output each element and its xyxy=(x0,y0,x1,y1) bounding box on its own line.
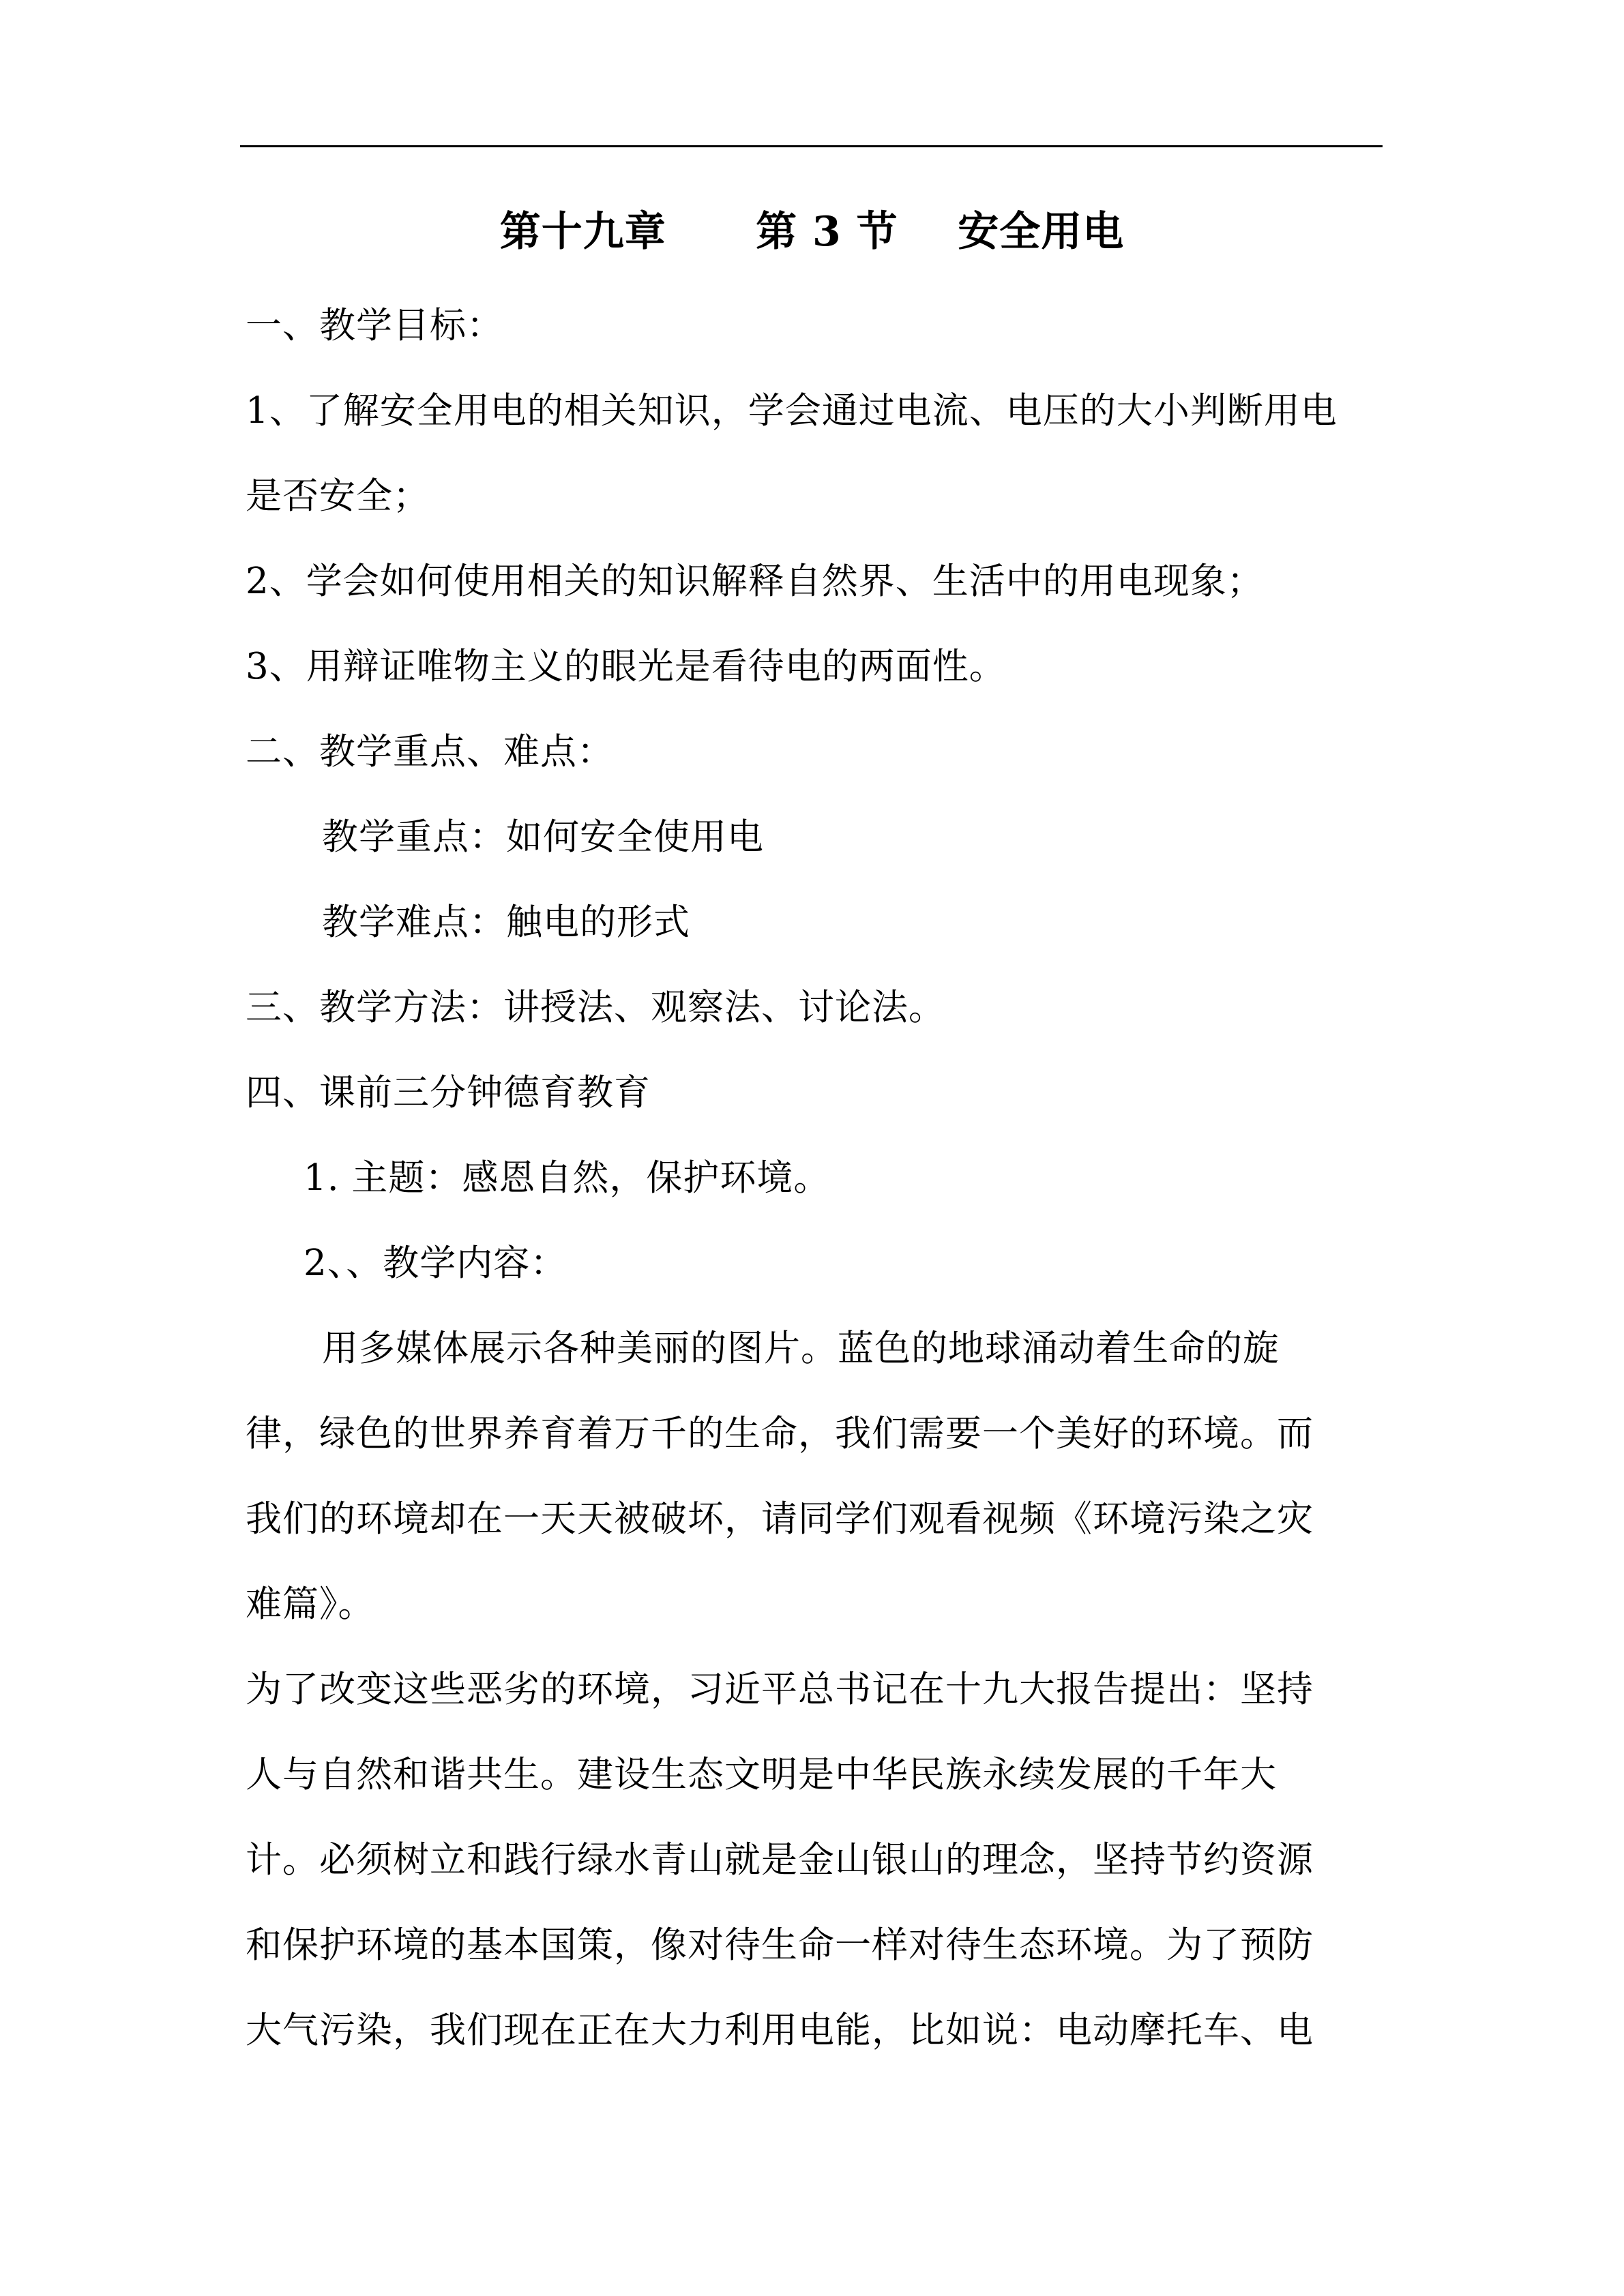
difficult-point: 教学难点：触电的形式 xyxy=(322,901,690,943)
paragraph-1-line-2: 律，绿色的世界养育着万千的生命，我们需要一个美好的环境。而 xyxy=(246,1413,1314,1455)
section-heading-methods: 三、教学方法：讲授法、观察法、讨论法。 xyxy=(246,987,945,1028)
header-rule xyxy=(240,145,1383,147)
paragraph-2-line-4: 和保护环境的基本国策，像对待生命一样对待生态环境。为了预防 xyxy=(246,1924,1314,1966)
section-heading-key-points: 二、教学重点、难点： xyxy=(246,731,614,773)
section-heading-moral-education: 四、课前三分钟德育教育 xyxy=(246,1072,651,1114)
moral-content-heading: 2、、教学内容： xyxy=(304,1242,567,1284)
page-title: 第十九章 第 3 节 安全用电 xyxy=(499,208,1125,256)
objective-3: 3、用辩证唯物主义的眼光是看待电的两面性。 xyxy=(246,646,1006,687)
paragraph-2-line-5: 大气污染，我们现在正在大力利用电能，比如说：电动摩托车、电 xyxy=(246,2010,1314,2051)
section-heading-objectives: 一、教学目标： xyxy=(246,305,503,346)
paragraph-1-line-3: 我们的环境却在一天天被破坏，请同学们观看视频《环境污染之灾 xyxy=(246,1498,1314,1540)
paragraph-1-line-4: 难篇》。 xyxy=(246,1583,375,1625)
paragraph-2-line-2: 人与自然和谐共生。建设生态文明是中华民族永续发展的千年大 xyxy=(246,1754,1277,1795)
paragraph-2-line-3: 计。必须树立和践行绿水青山就是金山银山的理念，坚持节约资源 xyxy=(246,1839,1314,1881)
objective-1-line-1: 1、了解安全用电的相关知识，学会通过电流、电压的大小判断用电 xyxy=(246,390,1338,432)
objective-2: 2、学会如何使用相关的知识解释自然界、生活中的用电现象； xyxy=(246,561,1264,602)
key-point: 教学重点：如何安全使用电 xyxy=(322,816,764,858)
paragraph-1-line-1: 用多媒体展示各种美丽的图片。蓝色的地球涌动着生命的旋 xyxy=(322,1328,1280,1369)
paragraph-2-line-1: 为了改变这些恶劣的环境，习近平总书记在十九大报告提出：坚持 xyxy=(246,1669,1314,1710)
moral-theme: 1. 主题：感恩自然，保护环境。 xyxy=(304,1157,831,1199)
objective-1-line-2: 是否安全； xyxy=(246,475,430,517)
